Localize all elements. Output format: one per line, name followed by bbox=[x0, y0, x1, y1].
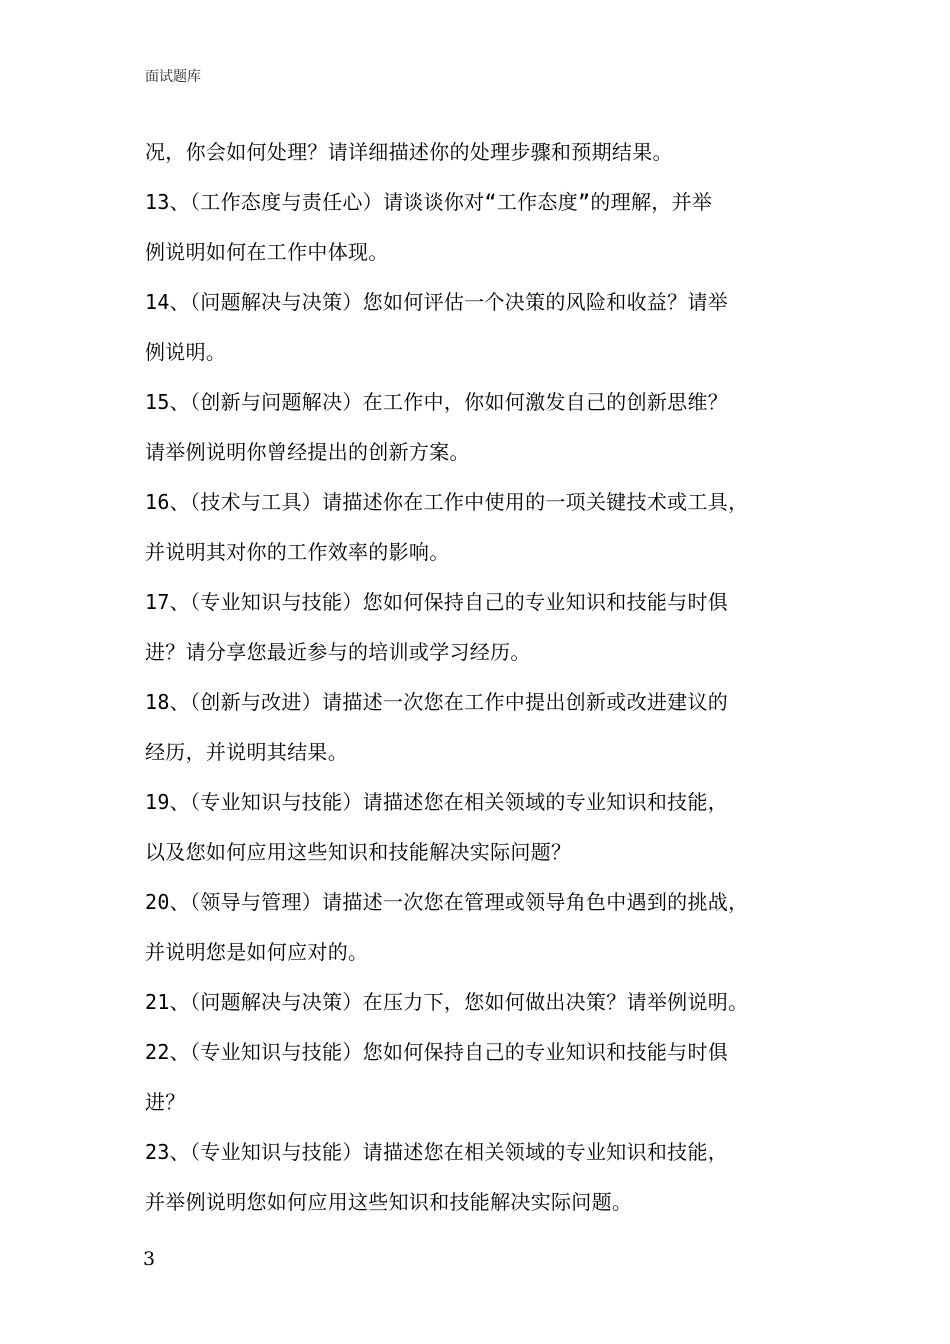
page-number: 3 bbox=[143, 1248, 156, 1270]
text-line: 17、（专业知识与技能）您如何保持自己的专业知识和技能与时俱 bbox=[145, 590, 729, 614]
text-line: 23、（专业知识与技能）请描述您在相关领域的专业知识和技能， bbox=[145, 1140, 729, 1164]
text-line: 16、（技术与工具）请描述你在工作中使用的一项关键技术或工具， bbox=[145, 490, 749, 514]
text-line: 19、（专业知识与技能）请描述您在相关领域的专业知识和技能， bbox=[145, 790, 729, 814]
text-line: 进？请分享您最近参与的培训或学习经历。 bbox=[145, 640, 531, 664]
text-line: 例说明如何在工作中体现。 bbox=[145, 240, 389, 264]
text-line: 况，你会如何处理？请详细描述你的处理步骤和预期结果。 bbox=[145, 140, 673, 164]
text-line: 以及您如何应用这些知识和技能解决实际问题？ bbox=[145, 840, 572, 864]
text-line: 并举例说明您如何应用这些知识和技能解决实际问题。 bbox=[145, 1190, 633, 1214]
text-line: 15、（创新与问题解决）在工作中，你如何激发自己的创新思维？ bbox=[145, 390, 729, 414]
text-line: 21、（问题解决与决策）在压力下，您如何做出决策？请举例说明。 bbox=[145, 990, 749, 1014]
text-line: 并说明您是如何应对的。 bbox=[145, 940, 369, 964]
document-body bbox=[145, 134, 825, 1234]
page-header: 面试题库 bbox=[145, 69, 201, 85]
text-line: 进？ bbox=[145, 1090, 186, 1114]
text-line: 18、（创新与改进）请描述一次您在工作中提出创新或改进建议的 bbox=[145, 690, 729, 714]
text-line: 例说明。 bbox=[145, 340, 227, 364]
text-line: 14、（问题解决与决策）您如何评估一个决策的风险和收益？请举 bbox=[145, 290, 729, 314]
text-line: 经历，并说明其结果。 bbox=[145, 740, 348, 764]
text-line: 20、（领导与管理）请描述一次您在管理或领导角色中遇到的挑战， bbox=[145, 890, 749, 914]
text-line: 并说明其对你的工作效率的影响。 bbox=[145, 540, 450, 564]
text-line: 22、（专业知识与技能）您如何保持自己的专业知识和技能与时俱 bbox=[145, 1040, 729, 1064]
text-line: 请举例说明你曾经提出的创新方案。 bbox=[145, 440, 470, 464]
text-line: 13、（工作态度与责任心）请谈谈你对“工作态度”的理解，并举 bbox=[145, 190, 713, 214]
